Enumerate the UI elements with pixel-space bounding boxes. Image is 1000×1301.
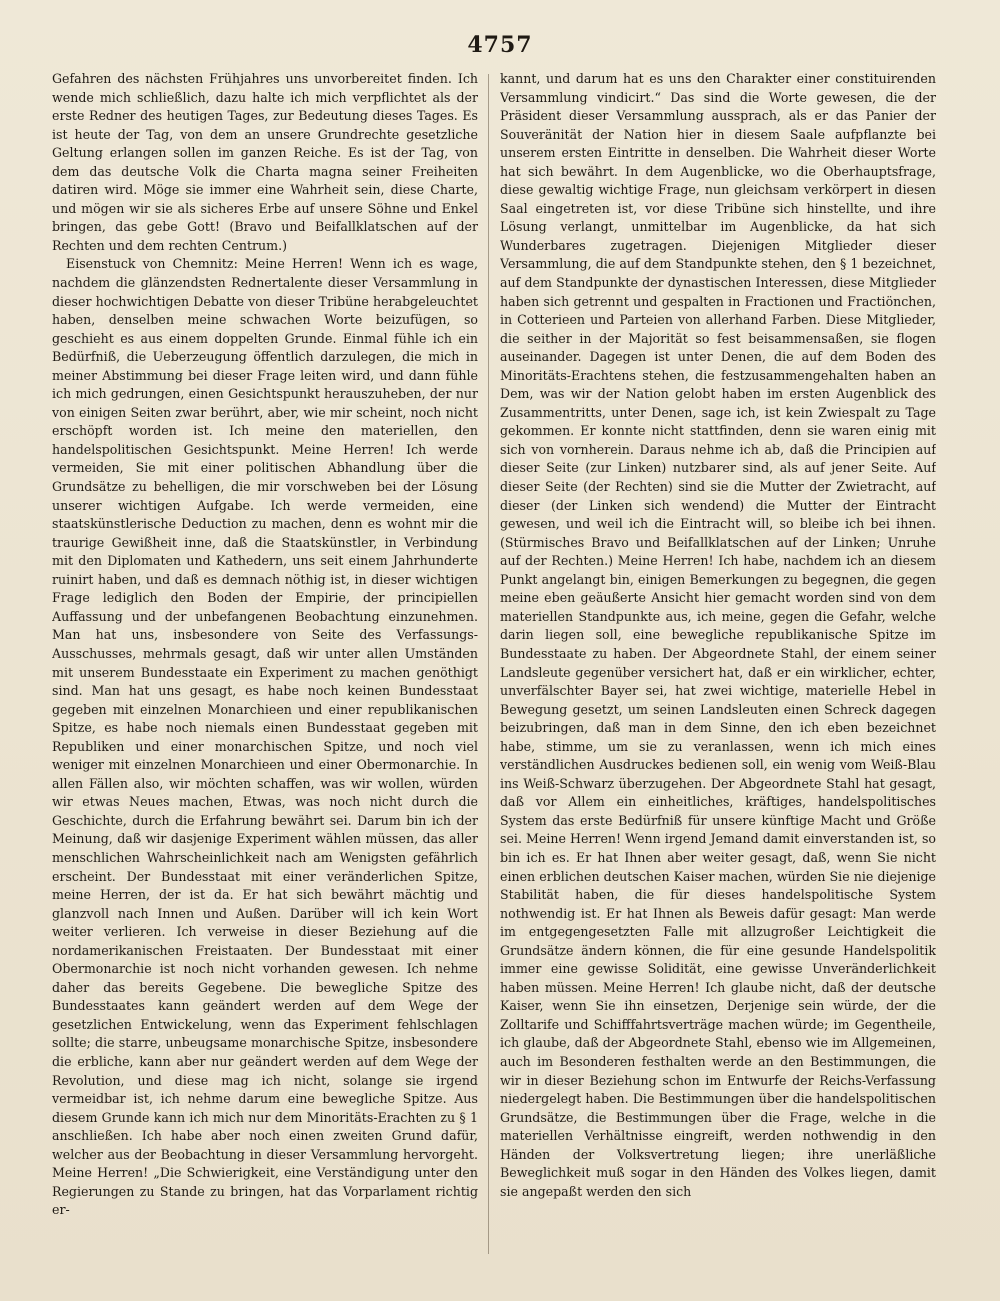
paragraph: Eisenstuck von Chemnitz: Meine Herren! Wenn ich es wage, nachdem die glänzendsten Rednertalente dieser Versammlung in dieser hochwichtigen Debatte von dieser Tribüne herabgeleuchtet haben, denselben meine schwachen Worte beizufügen, so geschieht es aus einem doppelten Grunde. Einmal fühle ich ein Bedürfniß, die Ueberzeugung öffentlich darzulegen, die mich in meiner Abstimmung bei dieser Frage leiten wird, und dann fühle ich mich gedrungen, einen Gesichtspunkt herauszuheben, der nur von einigen Seiten zwar berührt, aber, wie mir scheint, noch nicht erschöpft worden ist. Ich meine den materiellen, den handelspolitischen Gesichtspunkt. Meine Herren! Ich werde vermeiden, Sie mit einer politischen Abhandlung über die Grundsätze zu behelligen, die mir vorschweben bei der Lösung unserer wichtigen Aufgabe. Ich werde vermeiden, eine staatskünstlerische Deduction zu machen, denn es wohnt mir die traurige Gewißheit inne, daß die Staatskünstler, in Verbindung mit den Diplomaten und Kathedern, uns seit einem Jahrhunderte ruinirt haben, und daß es demnach nöthig ist, in dieser wichtigen Frage lediglich den Boden der Empirie, der principiellen Auffassung und der unbefangenen Beobachtung einzunehmen. Man hat uns, insbesondere von Seite des Verfassungs-Ausschusses, mehrmals gesagt, daß wir unter allen Umständen mit unserem Bundesstaate ein Experiment zu machen genöthigt sind. Man hat uns gesagt, es habe noch keinen Bundesstaat gegeben mit einzelnen Monarchieen und einer republikanischen Spitze, es habe noch niemals einen Bundesstaat gegeben mit Republiken und einer monarchischen Spitze, und noch viel weniger mit einzelnen Monarchieen und einer Obermonarchie. In allen Fällen also, wir möchten schaffen, was wir wollen, würden wir etwas Neues machen, Etwas, was noch nicht durch die Geschichte, durch die Erfahrung bewährt sei. Darum bin ich der Meinung, daß wir dasjenige Experiment wählen müssen, das aller menschlichen Wahrscheinlichkeit nach am Wenigsten gefährlich erscheint. Der Bundesstaat mit einer veränderlichen Spitze, meine Herren, der ist da. Er hat sich bewährt mächtig und glanzvoll nach Innen und Außen. Darüber will ich kein Wort weiter verlieren. Ich verweise in dieser Beziehung auf die nordamerikanischen Freistaaten. Der Bundesstaat mit einer Obermonarchie ist noch nicht vorhanden gewesen. Ich nehme daher das bereits Gegebene. Die bewegliche Spitze des Bundesstaates kann geändert werden auf dem Wege der gesetzlichen Entwickelung, wenn das Experiment fehlschlagen sollte; die starre, unbeugsame monarchische Spitze, insbesondere die erbliche, kann aber nur geändert werden auf dem Wege der Revolution, und diese mag ich nicht, solange sie irgend vermeidbar ist, ich nehme darum eine bewegliche Spitze. Aus diesem Grunde kann ich mich nur dem Minoritäts-Erachten zu § 1 anschließen. Ich habe aber noch einen zweiten Grund dafür, welcher aus der Beobachtung in dieser Versammlung hervorgeht. Meine Herren! „Die Schwierigkeit, eine Verständigung unter den Regierungen zu Stande zu bringen, hat das Vorparlament richtig er- [52, 256, 478, 1218]
paragraph: kannt, und darum hat es uns den Charakter einer constituirenden Versammlung vindicirt.“ Das sind die Worte gewesen, die der Präsident dieser Versammlung aussprach, als er das Panier der Souveränität der Nation hier in diesem Saale aufpflanzte bei unserem ersten Eintritte in denselben. Die Wahrheit dieser Worte hat sich bewährt. In dem Augenblicke, wo die Oberhauptsfrage, diese gewaltig wichtige Frage, nun gleichsam verkörpert in diesen Saal eingetreten ist, vor diese Tribüne sich hinstellte, und ihre Lösung verlangt, unmittelbar im Augenblicke, da hat sich Wunderbares zugetragen. Diejenigen Mitglieder dieser Versammlung, die auf dem Standpunkte stehen, den § 1 bezeichnet, auf dem Standpunkte der dynastischen Interessen, diese Mitglieder haben sich getrennt und gespalten in Fractionen und Fractiönchen, in Cotterieen und Parteien von allerhand Farben. Diese Mitglieder, die seither in der Majorität so fest beisammensaßen, sie flogen auseinander. Dagegen ist unter Denen, die auf dem Boden des Minoritäts-Erachtens stehen, die festzusammengehalten haben an Dem, was wir der Nation gelobt haben im ersten Augenblick des Zusammentritts, unter Denen, sage ich, ist kein Zwiespalt zu Tage gekommen. Er konnte nicht stattfinden, denn sie waren einig mit sich von vornherein. Daraus nehme ich ab, daß die Principien auf dieser Seite (zur Linken) nutzbarer sind, als auf jener Seite. Auf dieser Seite (der Rechten) sind sie die Mutter der Zwietracht, auf dieser (der Linken sich wendend) die Mutter der Eintracht gewesen, und weil ich die Eintracht will, so bleibe ich bei ihnen. (Stürmisches Bravo und Beifallklatschen auf der Linken; Unruhe auf der Rechten.) Meine Herren! Ich habe, nachdem ich an diesem Punkt angelangt bin, einigen Bemerkungen zu begegnen, die gegen meine eben geäußerte Ansicht hier gemacht worden sind von dem materiellen Standpunkte aus, ich meine, gegen die Gefahr, welche darin liegen soll, eine bewegliche republikanische Spitze im Bundesstaate zu haben. Der Abgeordnete Stahl, der einem seiner Landsleute gegenüber versichert hat, daß er ein wirklicher, echter, unverfälschter Bayer sei, hat zwei wichtige, materielle Hebel in Bewegung gesetzt, um seinen Landsleuten einen Schreck dagegen beizubringen, daß man in dem Sinne, den ich eben bezeichnet habe, stimme, um sie zu veranlassen, wenn ich mich eines verständlichen Ausdruckes bedienen soll, ein wenig vom Weiß-Blau ins Weiß-Schwarz überzugehen. Der Abgeordnete Stahl hat gesagt, daß vor Allem ein einheitliches, kräftiges, handelspolitisches System das erste Bedürfniß für unsere künftige Macht und Größe sei. Meine Herren! Wenn irgend Jemand damit einverstanden ist, so bin ich es. Er hat Ihnen aber weiter gesagt, daß, wenn Sie nicht einen erblichen deutschen Kaiser machen, würden Sie nie diejenige Stabilität haben, die für dieses handelspolitische System nothwendig ist. Er hat Ihnen als Beweis dafür gesagt: Man werde im entgegengesetzten Falle mit allzugroßer Leichtigkeit die Grundsätze ändern können, die für eine gesunde Handelspolitik immer eine gewisse Solidität, eine gewisse Unveränderlichkeit haben müssen. Meine Herren! Ich glaube nicht, daß der deutsche Kaiser, wenn Sie ihn einsetzen, Derjenige sein würde, der die Zolltarife und Schifffahrtsverträge machen würde; im Gegentheile, ich glaube, daß der Abgeordnete Stahl, ebenso wie im Allgemeinen, auch im Besonderen festhalten werde an den Bestimmungen, die wir in dieser Beziehung schon im Entwurfe der Reichs-Verfassung niedergelegt haben. Die Bestimmungen über die handelspolitischen Grundsätze, die Bestimmungen über die Frage, welche in die materiellen Verhältnisse eingreift, werden nothwendig in den Händen der Volksvertretung liegen; ihre unerläßliche Beweglichkeit muß sogar in den Händen des Volkes liegen, damit sie angepaßt werden den sich [500, 71, 936, 1199]
right-column [500, 70, 936, 1285]
paragraph: Gefahren des nächsten Frühjahres uns unvorbereitet finden. Ich wende mich schließlich, dazu halte ich mich verpflichtet als der erste Redner des heutigen Tages, zur Bedeutung dieses Tages. Es ist heute der Tag, von dem an unsere Grundrechte gesetzliche Geltung erlangen sollen im ganzen Reiche. Es ist der Tag, von dem das deutsche Volk die Charta magna seiner Freiheiten datiren wird. Möge sie immer eine Wahrheit sein, diese Charte, und mögen wir sie als sicheres Erbe auf unsere Söhne und Enkel bringen, das gebe Gott! (Bravo und Beifallklatschen auf der Rechten und dem rechten Centrum.) [52, 71, 478, 253]
left-column [52, 70, 478, 1285]
column-divider [488, 74, 489, 1254]
page-number: 4757 [467, 32, 533, 58]
